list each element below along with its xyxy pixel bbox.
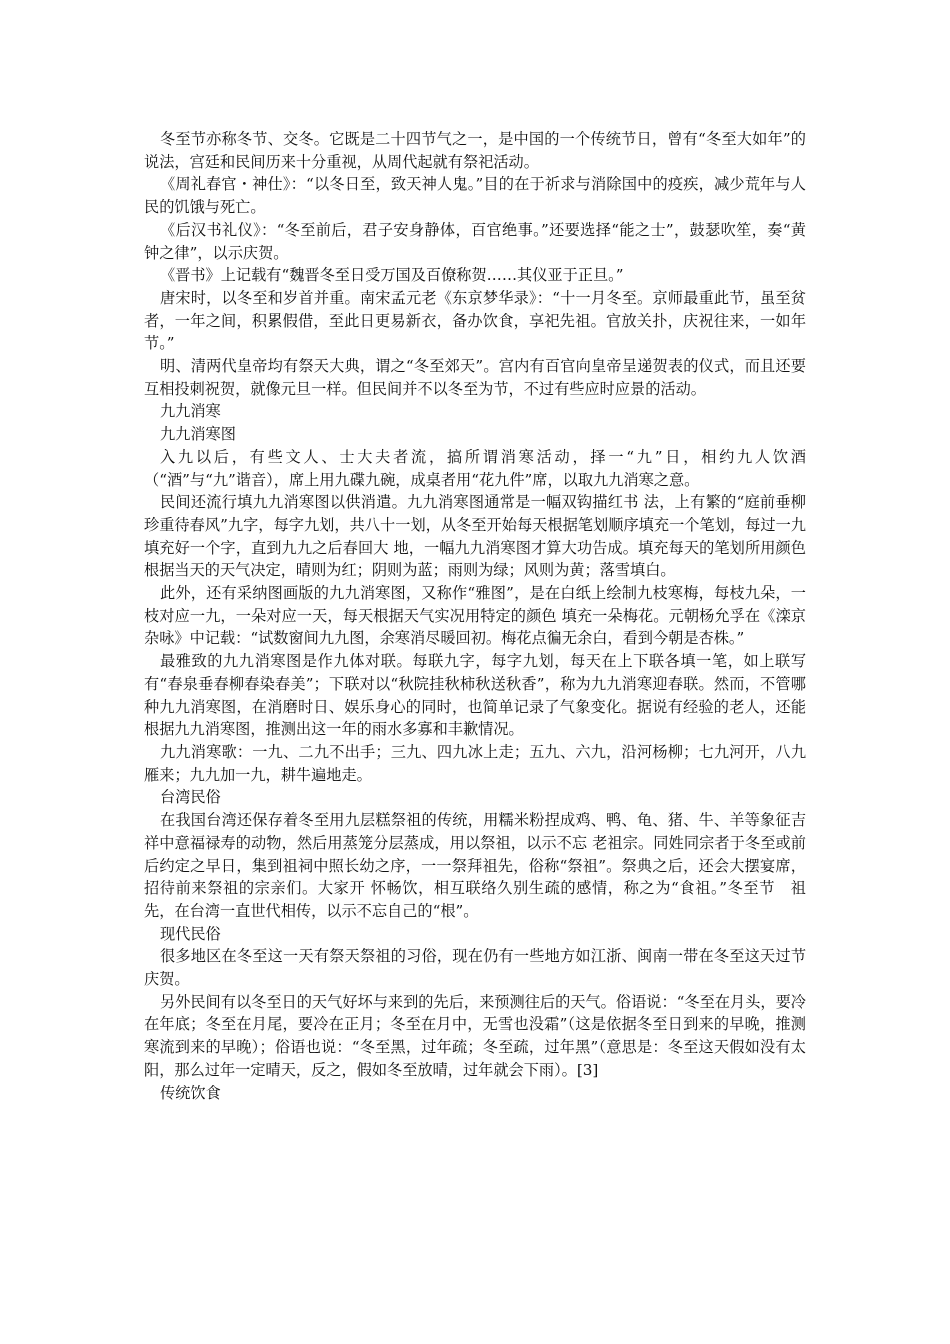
paragraph: 在我国台湾还保存着冬至用九层糕祭祖的传统，用糯米粉捏成鸡、鸭、龟、猪、牛、羊等象征吉祥中意福禄寿的动物，然后用蒸笼分层蒸成，用以祭祖，以示不忘 老祖宗。同姓同宗者于冬至或前后约定之早日，集到祖祠中照长幼之序，一一祭拜祖先，俗称“祭祖”。祭典之后，还会大摆宴席，招待前来祭祖的宗亲们。大家开 怀畅饮，相互联络久别生疏的感情，称之为“食祖。”冬至节 祖先，在台湾一直世代相传，以示不忘自己的“根”。	[144, 811, 806, 920]
paragraph: 冬至节亦称冬节、交冬。它既是二十四节气之一，是中国的一个传统节日，曾有“冬至大如年”的说法，宫廷和民间历来十分重视，从周代起就有祭祀活动。	[144, 130, 806, 171]
paragraph: 民间还流行填九九消寒图以供消遣。九九消寒图通常是一幅双钩描红书 法，上有繁的“庭前垂柳珍重待春风”九字，每字九划，共八十一划，从冬至开始每天根据笔划顺序填充一个笔划，每过一九填充好一个字，直到九九之后春回大 地，一幅九九消寒图才算大功告成。填充每天的笔划所用颜色根据当天的天气决定，晴则为红；阴则为蓝；雨则为绿；风则为黄；落雪填白。	[144, 493, 806, 580]
section-heading: 台湾民俗	[159, 788, 221, 807]
section-heading: 九九消寒	[159, 402, 221, 421]
paragraph: 另外民间有以冬至日的天气好坏与来到的先后，来预测往后的天气。俗语说：“冬至在月头，要冷在年底；冬至在月尾，要冷在正月；冬至在月中，无雪也没霜”（这是依据冬至日到来的早晚，推测寒流到来的早晚）；俗语也说：“冬至黑，过年疏；冬至疏，过年黑”（意思是：冬至这天假如没有太阳，那么过年一定晴天，反之，假如冬至放晴，过年就会下雨）。[3]	[144, 992, 806, 1079]
paragraph: 《后汉书礼仪》：“冬至前后，君子安身静体，百官绝事。”还要选择“能之士”，鼓瑟吹笙，奏“黄钟之律”，以示庆贺。	[144, 220, 806, 262]
paragraph: 最雅致的九九消寒图是作九体对联。每联九字，每字九划，每天在上下联各填一笔，如上联写有“春泉垂春柳春染春美”；下联对以“秋院挂秋柿秋送秋香”，称为九九消寒迎春联。然而，不管哪种九九消寒图，在消磨时日、娱乐身心的同时，也简单记录了气象变化。据说有经验的老人，还能根据九九消寒图，推测出这一年的雨水多寡和丰歉情况。	[144, 652, 806, 739]
paragraph: 此外，还有采纳图画版的九九消寒图，又称作“雅图”，是在白纸上绘制九枝寒梅，每枝九朵，一枝对应一九，一朵对应一天，每天根据天气实况用特定的颜色 填充一朵梅花。元朝杨允孚在《滦京杂咏》中记载：“试数窗间九九图，余寒消尽暖回初。梅花点徧无余白，看到今朝是杏株。”	[144, 584, 806, 648]
section-heading: 现代民俗	[159, 924, 221, 943]
paragraph: 入九以后，有些文人、士大夫者流，搞所谓消寒活动，择一“九”日，相约九人饮酒（“酒”与“九”谐音），席上用九碟九碗，成桌者用“花九件”席，以取九九消寒之意。	[144, 447, 806, 489]
section-heading: 九九消寒图	[159, 425, 236, 444]
paragraph: 九九消寒歌：一九、二九不出手；三九、四九冰上走；五九、六九，沿河杨柳；七九河开，八九雁来；九九加一九，耕牛遍地走。	[144, 742, 806, 784]
paragraph: 很多地区在冬至这一天有祭天祭祖的习俗，现在仍有一些地方如江浙、闽南一带在冬至这天过节庆贺。	[144, 947, 806, 989]
document-body	[144, 128, 806, 1104]
paragraph: 唐宋时，以冬至和岁首并重。南宋孟元老《东京梦华录》：“十一月冬至。京师最重此节，虽至贫者，一年之间，积累假借，至此日更易新衣，备办饮食，享祀先祖。官放关扑，庆祝往来，一如年节。”	[144, 288, 806, 353]
paragraph: 明、清两代皇帝均有祭天大典，谓之“冬至郊天”。宫内有百官向皇帝呈递贺表的仪式，而且还要互相投刺祝贺，就像元旦一样。但民间并不以冬至为节，不过有些应时应景的活动。	[144, 357, 806, 398]
paragraph: 《周礼春官・神仕》：“以冬日至，致天神人鬼。”目的在于祈求与消除国中的疫疾，减少荒年与人民的饥饿与死亡。	[144, 175, 806, 217]
paragraph: 《晋书》上记载有“魏晋冬至日受万国及百僚称贺……其仪亚于正旦。”	[159, 266, 624, 285]
section-heading: 传统饮食	[159, 1083, 221, 1102]
